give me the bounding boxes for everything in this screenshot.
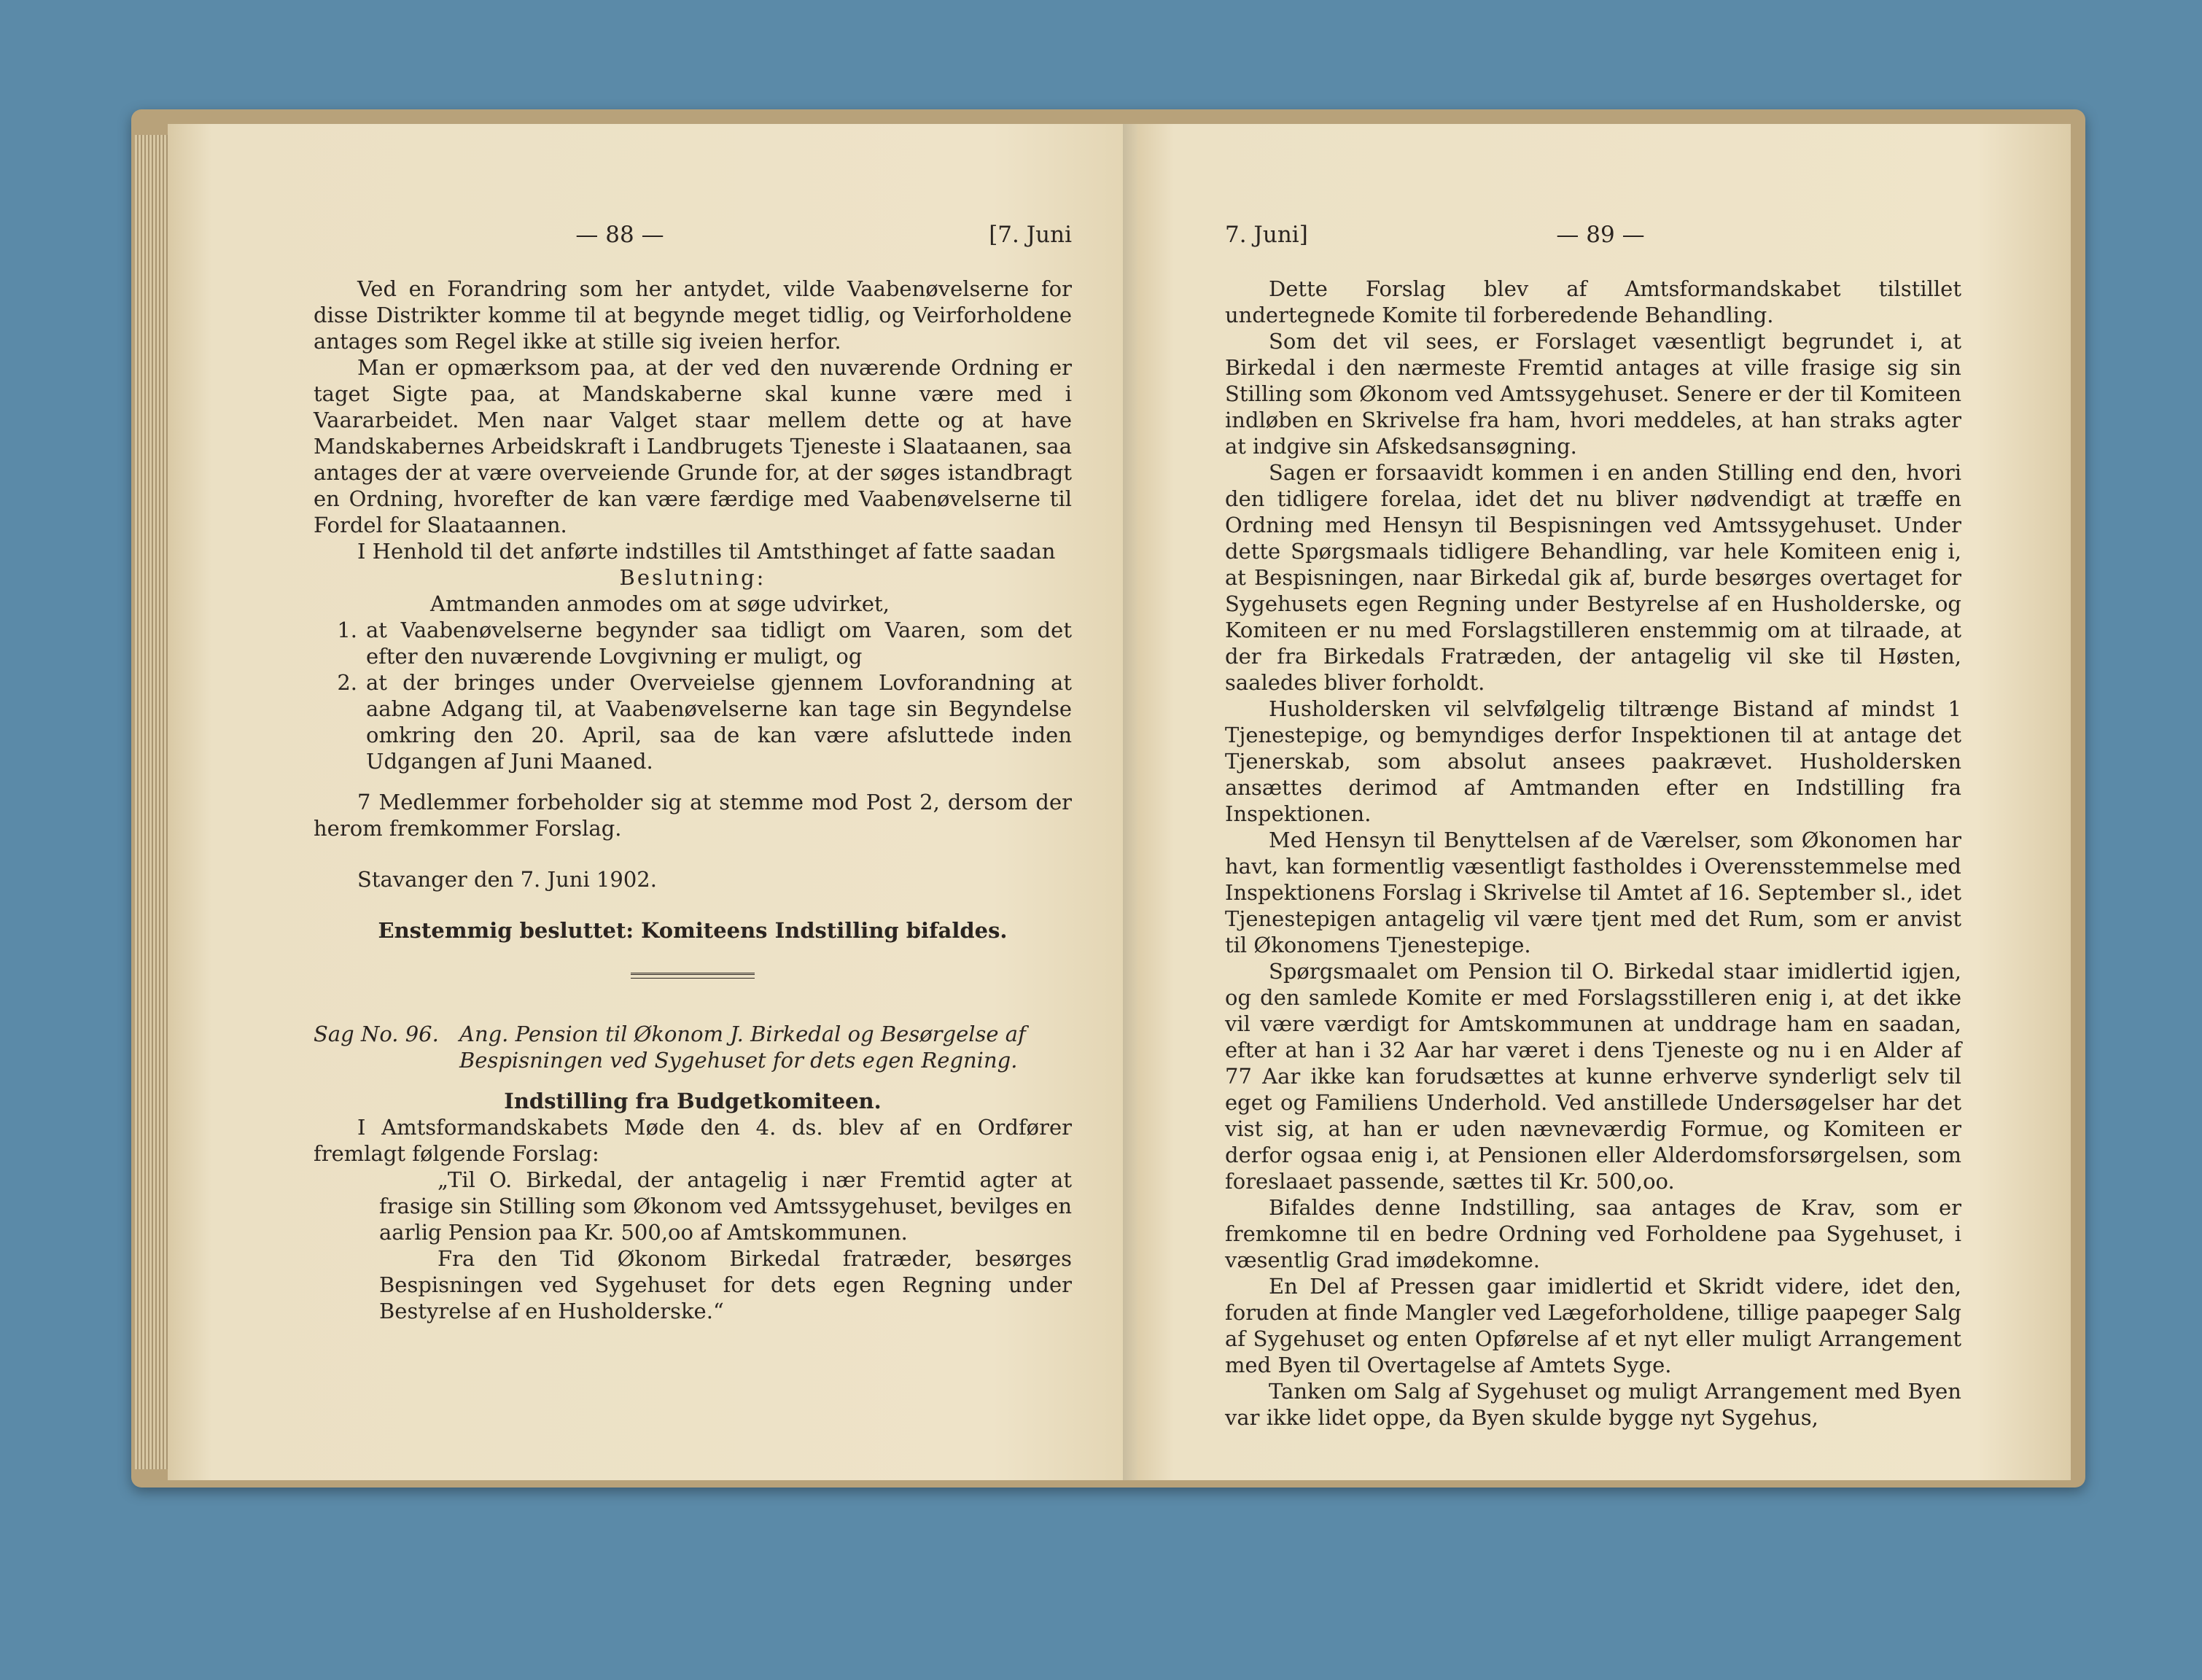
item-text: at Vaabenøvelserne begynder saa tidligt om Vaaren, som det efter den nuværende Lovgivning er muligt, og [366, 618, 1072, 669]
item-number: 2. [337, 670, 357, 695]
paragraph: Bifaldes denne Indstilling, saa antages de Krav, som er fremkomne til en bedre Ordning ved Forholdene paa Sygehuset, i væsentlig Grad imødekomne. [1225, 1195, 1961, 1272]
paragraph: Sagen er forsaavidt kommen i en anden Stilling end den, hvori den tidligere forelaa, idet det nu bliver nødvendigt at træffe en Ordning med Hensyn til Bespisningen ved Amtssygehuset. Under dette Spørgsmaals tidligere Behandling, var hele Komiteen enig i, at Bespisningen, naar Birkedal gik af, burde besørges overtaget for Sygehusets egen Regning under Bestyrelse af en Husholderske, og Komiteen er nu med Forslagstilleren enstemmig om at tilraade, at der fra Birkedals Fratræden, der antagelig vil ske til Høsten, saaledes bliver forholdt. [1225, 460, 1961, 695]
paragraph: 7 Medlemmer forbeholder sig at stemme mod Post 2, dersom der herom fremkommer Forslag. [314, 790, 1072, 841]
page-number-89: — 89 — [1556, 222, 1645, 248]
paragraph: Som det vil sees, er Forslaget væsentligt begrundet i, at Birkedal i den nærmeste Fremtid antages at ville frasige sig sin Stilling som Økonom ved Amtssygehuset. Senere er der til Komiteen indløben en Skrivelse fra ham, hvori meddeles, at han straks agter at indgive sin Afskedsansøgning. [1225, 329, 1961, 459]
place-date: Stavanger den 7. Juni 1902. [357, 867, 657, 892]
paragraph: Med Hensyn til Benyttelsen af de Værelser, som Økonomen har havt, kan formentlig væsentligt fastholdes i Overensstemmelse med Inspektionens Forslag i Skrivelse til Amtet af 16. September sl., idet Tjenestepigen antagelig vil være tjent med det Rum, som er anvist til Økonomens Tjenestepige. [1225, 828, 1961, 957]
committee-heading: Indstilling fra Budgetkomiteen. [504, 1089, 882, 1113]
resolution-item-2 [314, 669, 1072, 774]
case-title: Ang. Pension til Økonom J. Birkedal og Besørgelse af Bespisningen ved Sygehuset for dets egen Regning. [459, 1022, 1026, 1073]
quoted-proposal: Fra den Tid Økonom Birkedal fratræder, besørges Bespisningen ved Sygehuset for dets egen Regning under Bestyrelse af en Husholderske.“ [379, 1246, 1072, 1323]
paragraph: Man er opmærksom paa, at der ved den nuværende Ordning er taget Sigte paa, at Mandskaberne skal kunne være med i Vaararbeidet. Men naar Valget staar mellem dette og at have Mandskabernes Arbeidskraft i Landbrugets Tjeneste i Slaataanen, saa antages der at være overveiende Grunde for, at der søges istandbragt en Ordning, hvorefter de kan være færdige med Vaabenøvelserne til Fordel for Slaataannen. [314, 355, 1072, 537]
item-number: 1. [337, 618, 357, 642]
paragraph: Ved en Forandring som her antydet, vilde Vaabenøvelserne for disse Distrikter komme til at begynde meget tidlig, og Veirforholdene antages som Regel ikke at stille sig iveien herfor. [314, 276, 1072, 354]
item-text: at der bringes under Overveielse gjennem Lovforandning at aabne Adgang til, at Vaabenøvelserne kan tage sin Begyndelse omkring den 20. April, saa de kan være afsluttede inden Udgangen af Juni Maaned. [366, 670, 1072, 774]
section-divider [631, 973, 755, 979]
paragraph: I Amtsformandskabets Møde den 4. ds. blev af en Ordfører fremlagt følgende Forslag: [314, 1115, 1072, 1166]
paragraph: I Henhold til det anførte indstilles til Amtsthinget af fatte saadan [357, 539, 1056, 564]
running-head-right [1225, 219, 1961, 251]
page-date-right: 7. Juni] [1225, 222, 1308, 248]
beslutning-heading: Beslutning: [619, 565, 766, 590]
left-page [168, 124, 1137, 1480]
decision-line: Enstemmig besluttet: Komiteens Indstilling bifaldes. [378, 918, 1008, 943]
page-edges [135, 135, 171, 1469]
page-number-88: — 88 — [575, 222, 664, 248]
case-heading [314, 1021, 1072, 1073]
resolution-item-1 [314, 617, 1072, 669]
paragraph: Tanken om Salg af Sygehuset og muligt Arrangement med Byen var ikke lidet oppe, da Byen skulde bygge nyt Sygehus, [1225, 1379, 1961, 1430]
paragraph: Husholdersken vil selvfølgelig tiltrænge Bistand af mindst 1 Tjenestepige, og bemyndiges derfor Inspektionen til at antage det Tjenerskab, som absolut ansees paakrævet. Husholdersken ansættes derimod af Amtmanden efter en Indstilling fra Inspektionen. [1225, 696, 1961, 826]
page-date-left: [7. Juni [989, 222, 1072, 248]
case-number: Sag No. 96. [314, 1022, 439, 1046]
quoted-proposal: „Til O. Birkedal, der antagelig i nær Fremtid agter at frasige sin Stilling som Økonom ved Amtssygehuset, bevilges en aarlig Pension paa Kr. 500,oo af Amtskommunen. [379, 1167, 1072, 1245]
paragraph: En Del af Pressen gaar imidlertid et Skridt videre, idet den, foruden at finde Mangler ved Lægeforholdene, tillige paapeger Salg af Sygehuset og enten Opførelse af et nyt eller muligt Arrangement med Byen til Overtagelse af Amtets Syge. [1225, 1274, 1961, 1377]
right-page [1137, 124, 2071, 1480]
paragraph: Spørgsmaalet om Pension til O. Birkedal staar imidlertid igjen, og den samlede Komite er med Forslagsstilleren enig i, at det ikke vil være værdigt for Amtskommunen at unddrage ham en saadan, efter at han i 32 Aar har været i dens Tjeneste og nu i en Alder af 77 Aar ikke kan forudsættes at kunne erhverve synderligt selv til eget og Familiens Underhold. Ved anstillede Undersøgelser har det vist sig, at han er uden nævneværdig Formue, og Komiteen er derfor ogsaa enig i, at Pensionen eller Alderdomsforsørgelsen, som foreslaaet passende, sættes til Kr. 500,oo. [1225, 959, 1961, 1194]
paragraph: Dette Forslag blev af Amtsformandskabet tilstillet undertegnede Komite til forberedende Behandling. [1225, 276, 1961, 327]
resolution-intro: Amtmanden anmodes om at søge udvirket, [430, 591, 890, 616]
running-head-left [314, 219, 1072, 251]
